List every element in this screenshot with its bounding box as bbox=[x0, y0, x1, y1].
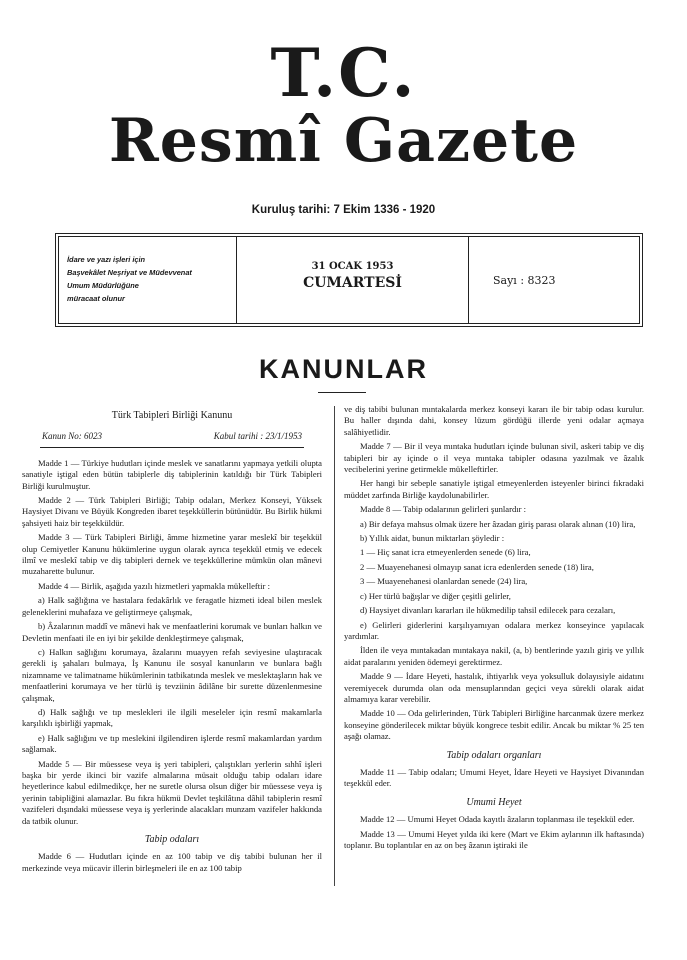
article-paragraph: c) Her türlü bağışlar ve diğer çeşitli gelirler, bbox=[360, 590, 511, 601]
article-paragraph: Madde 1 — Türkiye hudutları içinde meslek ve sanatlarını yapmaya yetkili olupta sanatiyle iştigal eden bütün tabiplerle diş tabiplerinin katıldığı bir Türk Tabipleri Birliği kurulmuştur. bbox=[22, 457, 322, 491]
law-meta-rule bbox=[40, 447, 304, 448]
article-paragraph: ve diş tabibi bulunan mıntakalarda merkez konseyi kararı ile bir tabip odası kurulur. Bu haller dışında dahi, konsey lüzum gördüğü illerde yeni odalar açmaya salâhiyetlidir. bbox=[344, 404, 644, 437]
header-contact-line: Umum Müdürlüğüne bbox=[67, 281, 139, 290]
law-number: Kanun No: 6023 bbox=[42, 431, 103, 442]
article-paragraph: Madde 4 — Birlik, aşağıda yazılı hizmetleri yapmakla mükelleftir : bbox=[38, 580, 270, 591]
header-contact-line: İdare ve yazı işleri için bbox=[67, 255, 146, 264]
article-paragraph: Madde 12 — Umumi Heyet Odada kayıtlı âzaların toplanması ile teşekkül eder. bbox=[360, 814, 635, 825]
header-contact-line: Başvekâlet Neşriyat ve Müdevvenat bbox=[67, 268, 192, 277]
article-paragraph: Madde 7 — Bir il veya mıntaka hudutları içinde bulunan sivil, askeri tabip ve diş tabipleri bir ay içinde o il veya mıntaka tabipler odasına yazılmak ve âzalık vecibelerini yerine getirmekle mükelleftirler. bbox=[344, 441, 644, 475]
law-accepted-date: Kabul tarihi : 23/1/1953 bbox=[213, 431, 302, 442]
article-paragraph: Her hangi bir sebeple sanatiyle iştigal etmeyenlerden isteyenler birinci fıkradaki müddet zarfında Birliğe kaydolunabilirler. bbox=[344, 478, 644, 500]
article-paragraph: b) Âzalarının maddî ve mânevi hak ve menfaatlerini korumak ve bunları halkın ve Devletin menfaati ile en iyi bir şekilde denkleştirmeye çalışmak, bbox=[22, 621, 322, 643]
article-paragraph: e) Halk sağlığını ve tıp meslekini ilgilendiren işlerde resmî makamlardan yardım sağlamak. bbox=[22, 732, 322, 755]
section-title: KANUNLAR bbox=[259, 354, 428, 384]
article-paragraph: 3 — Muayenehanesi olanlardan senede (24) lira, bbox=[360, 576, 528, 587]
header-contact bbox=[59, 237, 237, 323]
header-date-block bbox=[237, 237, 469, 323]
law-title: Türk Tabipleri Birliği Kanunu bbox=[111, 410, 233, 421]
article-paragraph: e) Gelirleri giderlerini karşılıyamıyan odalara merkez konseyince yapılacak yardımlar. bbox=[344, 619, 644, 641]
founding-date: Kuruluş tarihi: 7 Ekim 1336 - 1920 bbox=[251, 204, 436, 216]
article-paragraph: a) Bir defaya mahsus olmak üzere her âzadan giriş parası olarak alınan (10) lira, bbox=[360, 518, 636, 529]
article-paragraph: Madde 13 — Umumi Heyet yılda iki kere (Mart ve Ekim aylarının ilk haftasında) toplanır. Bu toplantılar en az on beş âzanın iştiraki ile bbox=[344, 828, 644, 850]
article-paragraph: İlden ile veya mıntakadan mıntakaya nakil, (a, b) bentlerinde yazılı giriş ve yıllık aidat paralarını yeniden ödemeyi gerektirmez. bbox=[344, 645, 644, 667]
issue-day: CUMARTESİ bbox=[303, 275, 402, 291]
article-paragraph: Madde 5 — Bir müessese veya iş yeri tabipleri, çalıştıkları yerlerin sıhhî işleri başka bir yerde ikinci bir vazife almalarına müsait olduğu tabip odaları idare heyetlerince kabul edilmedikçe, her ne suretle olursa olsun diğer bir müessese veya iş yerinin tabipliğini alamazlar. Bu fıkra hükmü Devlet teşkilâtına dâhil tabiplerin resmî vazifeleri dışındaki müessese veya iş yerlerinde alacakları munzam vazifeler hakkında da tatbik olunur. bbox=[22, 758, 322, 826]
masthead-tc: T.C. bbox=[270, 34, 417, 112]
section-rule bbox=[318, 392, 366, 393]
article-paragraph: c) Halkın sağlığını korumaya, âzalarını muayyen refah seviyesine ulaştıracak gerekli iş şahaları bulmaya, İş Kanunu ile sosyal kanunların ve bunlara bağlı nizamname ve talimatname hükümlerinin tatbikatında meslek ve meslektaşların hak ve menfaatlerini korumaya ve her türlü iş tevziinin âdilâne bir surette düzenlenmesine çalışmak, bbox=[22, 646, 322, 703]
issue-number: Sayı : 8323 bbox=[493, 274, 556, 287]
article-paragraph: Madde 6 — Hudutları içinde en az 100 tabip ve diş tabibi bulunan her il merkezinde veya mücavir illerin birleşmeleri ile en az 100 tabip bbox=[22, 851, 322, 873]
subheading: Tabip odaları organları bbox=[446, 749, 542, 761]
article-paragraph: Madde 8 — Tabip odalarının gelirleri şunlardır : bbox=[360, 504, 527, 515]
article-paragraph: a) Halk sağlığına ve hastalara fedakârlık ve feragatle hizmeti ideal bilen meslek geleneklerini muhafaza ve geliştirmeye çalışmak, bbox=[22, 595, 322, 617]
header-box bbox=[58, 236, 640, 324]
header-contact-line: müracaat olunur bbox=[67, 294, 125, 303]
right-column bbox=[344, 404, 644, 854]
article-paragraph: d) Haysiyet divanları kararları ile hükmedilip tahsil edilecek para cezaları, bbox=[360, 605, 616, 616]
article-paragraph: Madde 9 — İdare Heyeti, hastalık, ihtiyarlık veya yoksulluk dolayısiyle aidatını veremiyecek durumda olan oda mensuplarından geçici veya sürekli olarak aidat almamıya karar verebilir. bbox=[344, 671, 644, 704]
article-paragraph: b) Yıllık aidat, bunun miktarları şöyledir : bbox=[360, 533, 505, 544]
article-paragraph: d) Halk sağlığı ve tıp meslekleri ile ilgili meseleler için resmî makamlarla karşılıklı işbirliği yapmak, bbox=[22, 706, 322, 729]
article-paragraph: Madde 11 — Tabip odaları; Umumi Heyet, İdare Heyeti ve Haysiyet Divanından teşekkül eder. bbox=[344, 766, 644, 789]
article-paragraph: Madde 2 — Türk Tabipleri Birliği; Tabip odaları, Merkez Konseyi, Yüksek Haysiyet Divanı ve Büyük Kongreden ibaret teşekküllerin bütünüdür. Bu Birlik hükmi şahsiyeti haiz bir teşekküldür. bbox=[22, 495, 322, 528]
article-paragraph: Madde 10 — Oda gelirlerinden, Türk Tabipleri Birliğine harcanmak üzere merkez konseyine gönderilecek miktar büyük kongrece tesbit edilir. Ancak bu miktar % 25 ten aşağı olamaz. bbox=[344, 708, 644, 742]
law-meta bbox=[42, 431, 302, 442]
article-paragraph: Madde 3 — Türk Tabipleri Birliği, âmme hizmetine yarar meslekî bir teşekkül olup Cemiyetler Kanunu hükümlerine uygun olarak ayrıca teşekkül etmiş ve edecek ilmî ve meslekî tabip ve diş tabipleri dernek ve teşekküllerine mümkün olan mânevi muzaharette bulunur. bbox=[22, 532, 322, 577]
issue-date: 31 OCAK 1953 bbox=[311, 261, 394, 272]
column-divider bbox=[334, 406, 335, 886]
article-paragraph: 1 — Hiç sanat icra etmeyenlerden senede (6) lira, bbox=[360, 547, 531, 558]
article-paragraph: 2 — Muayenehanesi olmayıp sanat icra edenlerden senede (18) lira, bbox=[360, 561, 594, 572]
subheading: Tabip odaları bbox=[144, 834, 200, 845]
masthead-title: Resmî Gazete bbox=[108, 106, 579, 176]
subheading: Umumi Heyet bbox=[466, 796, 522, 808]
left-column bbox=[22, 404, 322, 877]
